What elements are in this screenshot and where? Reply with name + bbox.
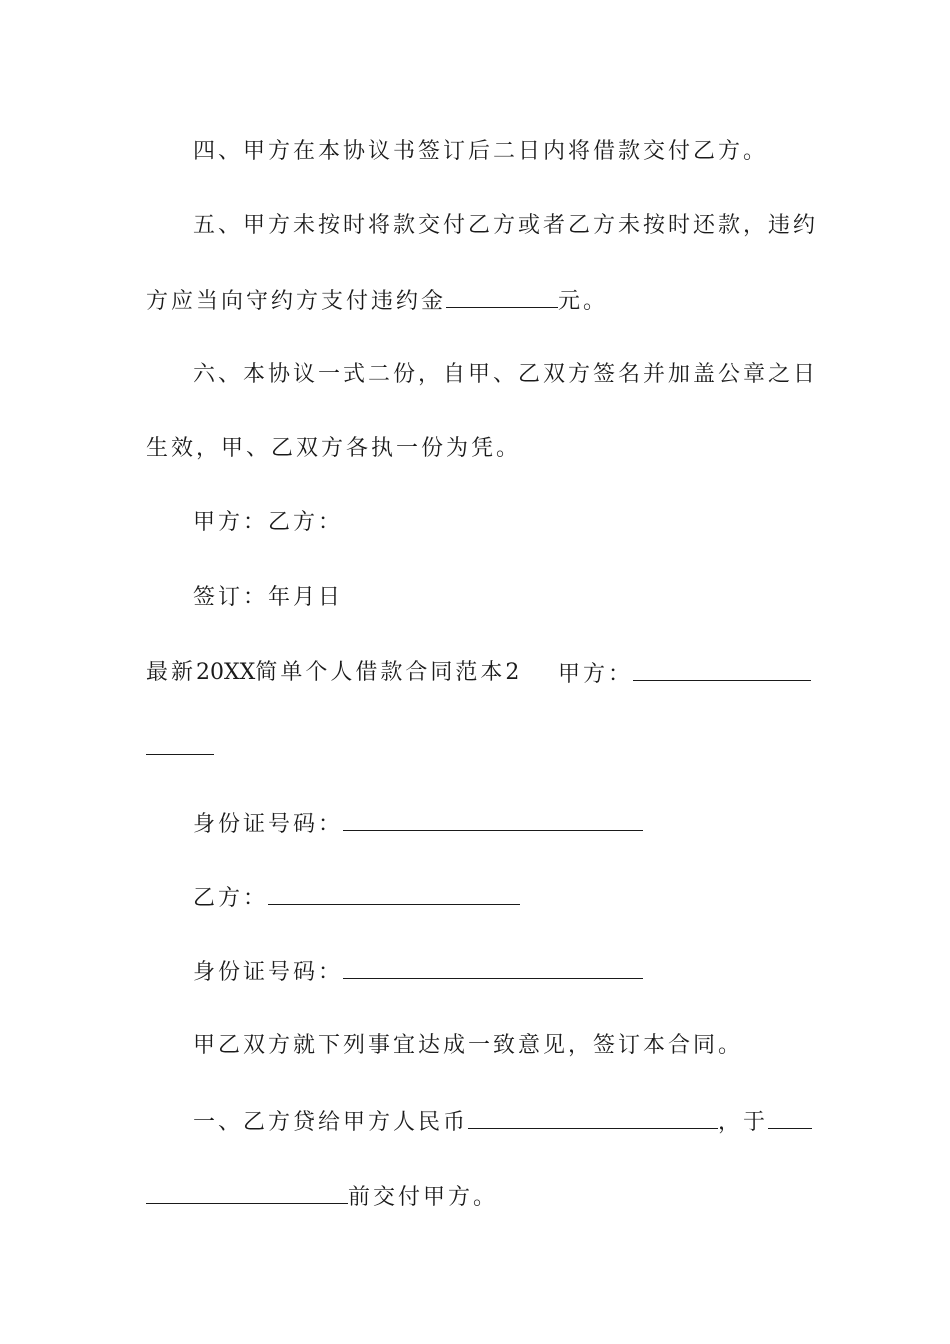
signature-parties [193,508,343,538]
party-a-label: 甲方： [558,662,634,687]
party-a-id-label: 身份证号码： [193,812,344,837]
party-b-label: 乙方： [193,886,269,911]
party-a-id-line [193,808,643,840]
party-a-name-blank-continued[interactable] [146,732,214,755]
clause-5-line-2 [146,285,608,317]
party-b-id-line [193,956,643,988]
clause-6-line-2 [146,434,521,464]
party-b-line [193,882,520,914]
contract-2-title-year: 20XX [196,660,256,685]
clause-1-end-text: 前交付甲方。 [348,1185,499,1210]
contract-2-title-line [146,658,519,688]
clause-5-line-1 [193,211,818,241]
loan-amount-blank[interactable] [468,1106,718,1129]
signature-date [193,583,343,613]
clause-5-text-1: 五、甲方未按时将款交付乙方或者乙方未按时还款，违约 [193,213,819,238]
party-b-id-blank[interactable] [343,956,643,979]
party-b-id-label: 身份证号码： [193,960,344,985]
contract-2-title-prefix: 最新 [146,660,197,685]
contract-2-title-number: 2 [505,660,520,685]
clause-5-text-2: 方应当向守约方支付违约金 [146,289,447,314]
party-b-name-blank[interactable] [268,882,520,905]
clause-1-text: 一、乙方贷给甲方人民币 [193,1110,469,1135]
agreement-intro [193,1031,743,1061]
delivery-date-blank[interactable] [768,1106,812,1129]
agreement-intro-text: 甲乙双方就下列事宜达成一致意见，签订本合同。 [193,1033,744,1058]
signature-date-text: 签订：年月日 [193,585,344,610]
clause-5-text-end: 元。 [558,289,609,314]
clause-6-text-2: 生效，甲、乙双方各执一份为凭。 [146,436,522,461]
contract-2-title: 简单个人借款合同范本 [255,660,506,685]
delivery-date-blank-continued[interactable] [146,1181,348,1204]
party-a-name-blank[interactable] [633,658,811,681]
penalty-amount-blank[interactable] [446,285,558,308]
clause-4 [193,137,768,167]
clause-6-line-1 [193,360,818,390]
party-a-line [558,658,811,690]
contract-2-clause-1-line-1 [193,1106,812,1138]
party-a-id-blank[interactable] [343,808,643,831]
contract-2-clause-1-line-2 [146,1181,498,1213]
signature-parties-text: 甲方：乙方： [193,510,344,535]
clause-4-text: 四、甲方在本协议书签订后二日内将借款交付乙方。 [193,139,769,164]
clause-1-mid-text: ，于 [718,1110,769,1135]
party-a-line-continued [146,732,214,764]
clause-6-text-1: 六、本协议一式二份，自甲、乙双方签名并加盖公章之日 [193,362,819,387]
